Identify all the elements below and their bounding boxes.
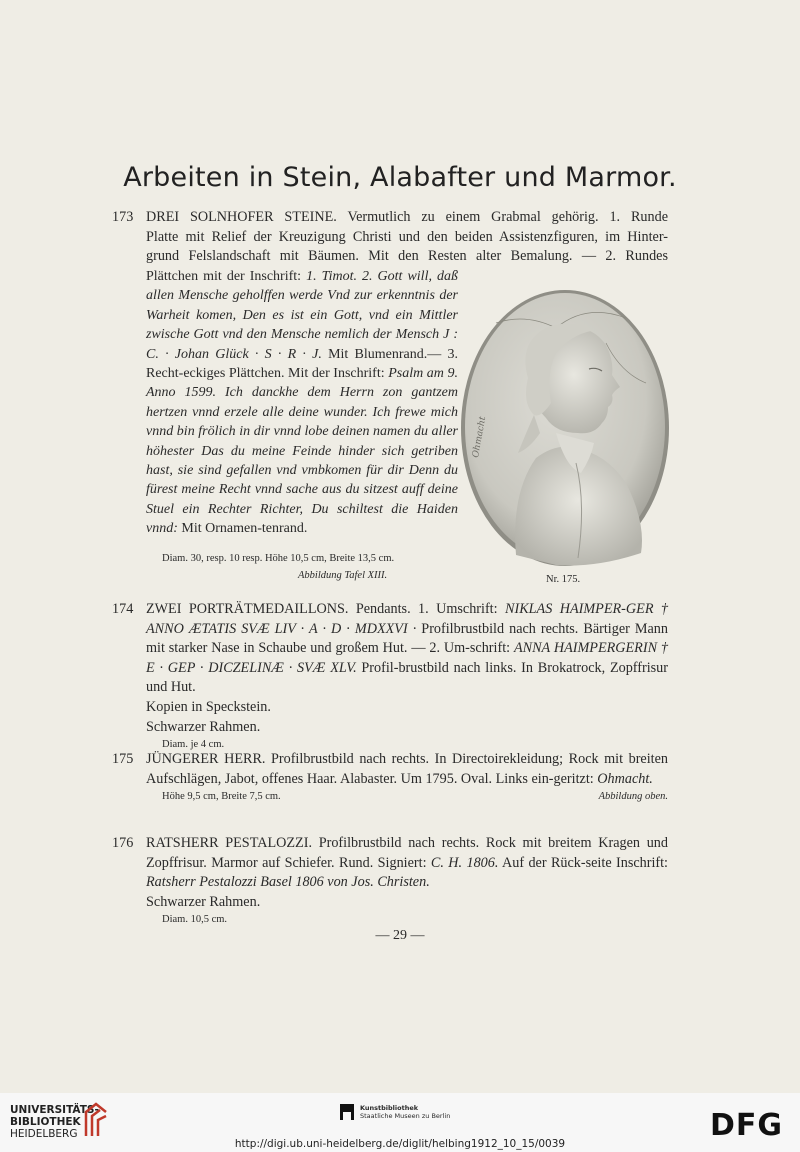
logo-line: UNIVERSITÄTS-: [10, 1104, 99, 1116]
medallion-signature: Ohmacht: [471, 415, 489, 459]
text-run: JÜNGERER HERR. Profilbrustbild nach rechts. In Directoirekleidung; Rock mit breiten Aufschlägen, Jabot, offenes Haar. Alabaster. Um 1795. Oval. Links ein-geritzt:: [146, 751, 668, 787]
text-run: Profil-brustbild nach links. In Brokatrock, Zopffrisur und Hut.: [146, 659, 668, 696]
entry-176: [112, 834, 668, 927]
kunstbibliothek-icon: [340, 1104, 354, 1120]
entry-text-full: [146, 208, 668, 267]
text-run: ZWEI PORTRÄTMEDAILLONS. Pendants. 1. Umschrift:: [146, 601, 505, 617]
portrait-relief-graphic: [456, 283, 674, 573]
entry-number: 173: [112, 209, 134, 225]
text-run: Mit Blumenrand.— 3. Recht-eckiges Plättchen. Mit der Inschrift:: [146, 346, 458, 382]
dimensions: Diam. 10,5 cm.: [162, 914, 228, 926]
inscription: Ratsherr Pestalozzi Basel 1806 von Jos. Christen.: [146, 874, 430, 891]
text-line: Kopien in Speckstein.: [146, 698, 271, 715]
dims-row: [162, 789, 668, 804]
entry-text: [146, 600, 668, 698]
text-line: Schwarzer Rahmen.: [146, 893, 261, 910]
inscription: ANNA HAIMPERGERIN † E · GEP · DICZELINÆ · SVÆ XLV.: [146, 640, 668, 676]
entry-number: 176: [112, 835, 134, 851]
figure-caption: Nr. 175.: [546, 574, 581, 585]
figure-reference: Abbildung oben.: [598, 791, 668, 803]
logo-line: Staatliche Museen zu Berlin: [360, 1112, 451, 1120]
inscription: NIKLAS HAIMPER-GER † ANNO ÆTATIS SVÆ LIV · A · D · MDXXVI ·: [146, 601, 668, 637]
text-run: Plättchen mit der Inschrift:: [146, 269, 307, 284]
figure-reference: Abbildung Tafel XIII.: [298, 570, 388, 581]
medallion-image: [456, 283, 674, 573]
entry-174: [112, 600, 668, 752]
entry-text: [146, 834, 668, 893]
text-line: DREI SOLNHOFER STEINE. Vermutlich zu einem Grabmal gehörig. 1. Runde: [146, 209, 668, 225]
text-run: Mit Ornamen-tenrand.: [177, 521, 308, 537]
kb-text: [360, 1104, 450, 1120]
logo-line: HEIDELBERG: [10, 1128, 78, 1140]
inscription-1: 1. Timot. 2. Gott will, daß allen Mensche geholffen werde Vnd zur erkenntnis der Warheit komen, Den es ist ein Gott, vnd ein Mittler zwische Gott vnd den Mensche nemlich der Mensch J : C. · Johan Glück · S · R · J.: [146, 269, 458, 362]
logo-line: BIBLIOTHEK: [10, 1116, 81, 1128]
signature: C. H. 1806.: [430, 854, 499, 871]
entry-173-ref: [298, 568, 387, 583]
entry-number: 175: [112, 751, 134, 767]
entry-173: [112, 208, 668, 267]
entry-173-narrow: [146, 267, 458, 539]
logo-line: Kunstbibliothek: [360, 1104, 419, 1112]
entry-text: [146, 750, 668, 789]
entry-number: 174: [112, 601, 134, 617]
text-line: grund Felslandschaft mit Bäumen. Mit den Resten alter Bemalung. — 2. Rundes: [146, 248, 668, 265]
dimensions: Höhe 9,5 cm, Breite 7,5 cm.: [162, 791, 281, 803]
dimensions: Diam. je 4 cm.: [162, 739, 225, 751]
source-url-link[interactable]: http://digi.ub.uni-heidelberg.de/diglit/helbing1912_10_15/0039: [234, 1138, 566, 1150]
text-run: Profilbrustbild nach rechts. Bärtiger Mann mit starker Nase in Schaube und großem Hut. — 2. Um-schrift:: [146, 620, 668, 657]
inscription-2: Psalm am 9. Anno 1599. Ich danckhe dem Herrn zon gantzem hertzen vnnd erzele alle deine wunder. Ich frewe mich vnnd bin frölich in dir vnnd lobe deinen namen du aller höhester Das du meine Feinde hinder sich getriben hast, sie sind gefallen vnd vmbkomen für dir Denn du fürest meine Recht vnnd sache aus du sitzest auff deine Stuel ein Rechter Richter, Du schiltest die Haiden vnnd:: [146, 366, 458, 537]
text-run: Auf der Rück-seite Inschrift:: [498, 854, 669, 871]
page-title: Arbeiten in Stein, Alabafter und Marmor.: [123, 162, 677, 193]
entry-173-dims: Diam. 30, resp. 10 resp. Höhe 10,5 cm, Breite 13,5 cm.: [162, 553, 395, 564]
text-line: Schwarzer Rahmen.: [146, 718, 261, 735]
text-run: RATSHERR PESTALOZZI. Profilbrustbild nach rechts. Rock mit breitem Kragen und Zopffrisur. Marmor auf Schiefer. Rund. Signiert:: [146, 835, 668, 871]
dfg-logo: DFG: [710, 1108, 784, 1143]
text-line: Platte mit Relief der Kreuzigung Christi und den beiden Assistenzfiguren, im Hinter-: [146, 228, 668, 245]
signature: Ohmacht.: [597, 770, 653, 787]
uni-heidelberg-emblem-icon: [82, 1100, 110, 1140]
entry-175: [112, 750, 668, 804]
page-number: — 29 —: [375, 928, 425, 943]
kunstbibliothek-logo: [340, 1104, 450, 1120]
